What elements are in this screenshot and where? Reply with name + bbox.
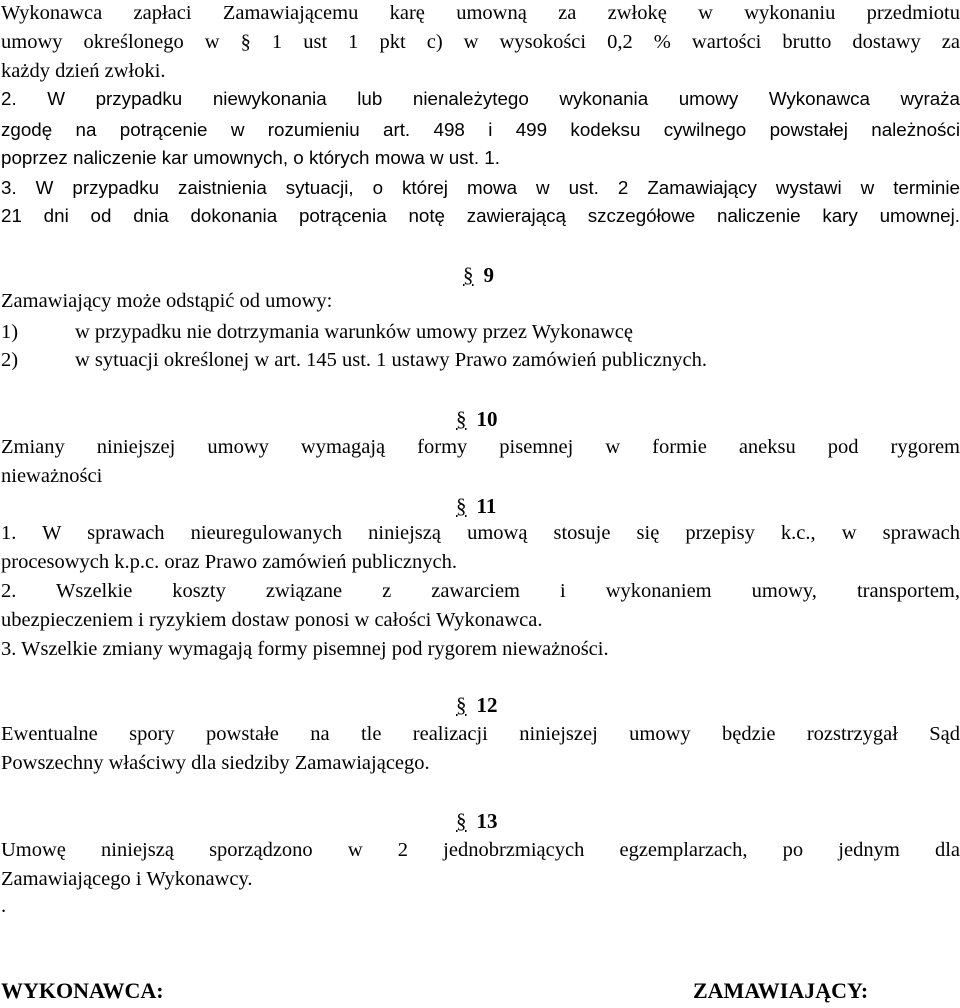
section-number: 10 bbox=[476, 407, 498, 431]
signature-client: ZAMAWIAJĄCY: bbox=[693, 978, 869, 1003]
section-13-line-1: Umowę niniejszą sporządzono w 2 jednobrzmiących egzemplarzach, po jednym dla bbox=[1, 839, 960, 861]
section-9-intro: Zamawiający może odstąpić od umowy: bbox=[1, 290, 333, 312]
section-9-heading bbox=[463, 262, 494, 288]
section-10-heading bbox=[456, 406, 498, 432]
section-12-line-1: Ewentualne spory powstałe na tle realizacji niniejszej umowy będzie rozstrzygał Sąd bbox=[1, 723, 960, 745]
section-11-line-4: ubezpieczeniem i ryzykiem dostaw ponosi w całości Wykonawca. bbox=[1, 609, 543, 631]
section-11-line-1: 1. W sprawach nieuregulowanych niniejszą umową stosuje się przepisy k.c., w sprawach bbox=[1, 522, 960, 544]
section-symbol: § bbox=[463, 263, 474, 287]
section-number: 12 bbox=[476, 693, 498, 717]
section-11-heading bbox=[456, 493, 496, 519]
item-text: w sytuacji określonej w art. 145 ust. 1 ustawy Prawo zamówień publicznych. bbox=[75, 349, 707, 371]
section-11-line-3: 2. Wszelkie koszty związane z zawarciem i wykonaniem umowy, transportem, bbox=[1, 580, 960, 602]
item-text: w przypadku nie dotrzymania warunków umowy przez Wykonawcę bbox=[75, 321, 633, 343]
section-9-item-1 bbox=[0, 319, 633, 345]
item-number: 2) bbox=[1, 349, 19, 371]
section-symbol: § bbox=[456, 407, 467, 431]
section-number: 11 bbox=[476, 494, 497, 518]
section-13-line-2: Zamawiającego i Wykonawcy. bbox=[1, 868, 253, 890]
item-number: 1) bbox=[1, 321, 19, 343]
kary-line-1: Wykonawca zapłaci Zamawiającemu karę umowną za zwłokę w wykonaniu przedmiotu bbox=[1, 2, 960, 24]
section-symbol: § bbox=[456, 809, 467, 833]
kary-line-3: każdy dzień zwłoki. bbox=[1, 60, 166, 82]
kary-line-2: umowy określonego w § 1 ust 1 pkt c) w wysokości 0,2 % wartości brutto dostawy za bbox=[1, 31, 960, 53]
section-11-line-2: procesowych k.p.c. oraz Prawo zamówień publicznych. bbox=[1, 551, 457, 573]
kary-line-5: zgodę na potrącenie w rozumieniu art. 498 i 499 kodeksu cywilnego powstałej należności bbox=[1, 119, 960, 140]
kary-line-8: 21 dni od dnia dokonania potrącenia notę zawierającą szczegółowe naliczenie kary umownej. bbox=[1, 205, 960, 226]
signature-contractor: WYKONAWCA: bbox=[1, 978, 164, 1003]
kary-line-6: poprzez naliczenie kar umownych, o których mowa w ust. 1. bbox=[1, 147, 500, 168]
kary-line-7: 3. W przypadku zaistnienia sytuacji, o której mowa w ust. 2 Zamawiający wystawi w terminie bbox=[1, 177, 960, 198]
section-number: 13 bbox=[476, 809, 498, 833]
section-12-line-2: Powszechny właściwy dla siedziby Zamawiającego. bbox=[1, 752, 430, 774]
section-13-heading bbox=[456, 808, 498, 834]
section-9-item-2 bbox=[0, 347, 707, 373]
section-10-line-1: Zmiany niniejszej umowy wymagają formy pisemnej w formie aneksu pod rygorem bbox=[1, 436, 960, 458]
section-symbol: § bbox=[456, 693, 467, 717]
section-13-line-3: . bbox=[1, 895, 7, 917]
section-10-line-2: nieważności bbox=[1, 465, 103, 487]
kary-line-4: 2. W przypadku niewykonania lub nienależytego wykonania umowy Wykonawca wyraża bbox=[1, 88, 960, 109]
section-symbol: § bbox=[456, 494, 467, 518]
section-number: 9 bbox=[483, 263, 494, 287]
section-11-line-5: 3. Wszelkie zmiany wymagają formy pisemnej pod rygorem nieważności. bbox=[1, 638, 609, 660]
section-12-heading bbox=[456, 692, 498, 718]
